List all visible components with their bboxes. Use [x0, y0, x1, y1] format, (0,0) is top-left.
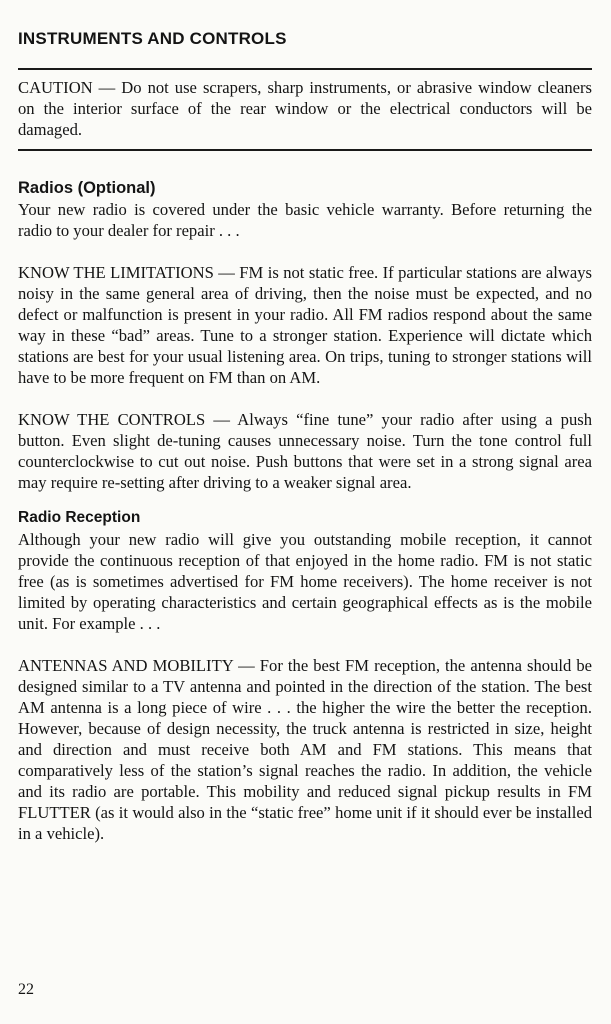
reception-intro-paragraph: Although your new radio will give you outstanding mobile reception, it cannot provide the continuous reception of that enjoyed in the home radio. FM is not static free (as is sometimes advertised for FM home receivers). The home receiver is not limited by operating characteristics and certain geographical effects as is the mobile unit. For example . . .: [18, 530, 592, 633]
page-number: 22: [18, 981, 34, 998]
caution-text: CAUTION — Do not use scrapers, sharp instruments, or abrasive window cleaners on the interior surface of the rear window or the electrical conductors will be damaged.: [18, 78, 592, 139]
radios-heading: Radios (Optional): [18, 179, 156, 197]
section-title: INSTRUMENTS AND CONTROLS: [18, 29, 287, 48]
radios-intro-paragraph: Your new radio is covered under the basic vehicle warranty. Before returning the radio to your dealer for repair . . .: [18, 200, 592, 240]
caution-top-rule: [18, 68, 592, 70]
antennas-mobility-paragraph: ANTENNAS AND MOBILITY — For the best FM reception, the antenna should be designed similar to a TV antenna and pointed in the direction of the station. The best AM antenna is a long piece of wire . . . the higher the wire the better the reception. However, because of design necessity, the truck antenna is restricted in size, height and direction and must receive both AM and FM stations. This means that comparatively less of the station’s signal reaches the radio. In addition, the vehicle and its radio are portable. This mobility and reduced signal pickup results in FM FLUTTER (as it would also in the “static free” home unit if it should ever be installed in a vehicle).: [18, 656, 592, 843]
know-controls-paragraph: KNOW THE CONTROLS — Always “fine tune” your radio after using a push button. Even slight de-tuning causes unnecessary noise. Turn the tone control full counterclockwise to cut out noise. Push buttons that were set in a strong signal area may require re-setting after driving to a weaker signal area.: [18, 410, 592, 492]
manual-page: [18, 0, 592, 844]
caution-bottom-rule: [18, 149, 592, 151]
know-limitations-paragraph: KNOW THE LIMITATIONS — FM is not static free. If particular stations are always noisy in the same general area of driving, then the noise must be expected, and no defect or malfunction is present in your radio. All FM radios respond about the same way in these “bad” areas. Tune to a stronger station. Experience will dictate which stations are best for your usual listening area. On trips, tuning to stronger stations will have to be more frequent on FM than on AM.: [18, 263, 592, 387]
radio-reception-heading: Radio Reception: [18, 509, 141, 526]
